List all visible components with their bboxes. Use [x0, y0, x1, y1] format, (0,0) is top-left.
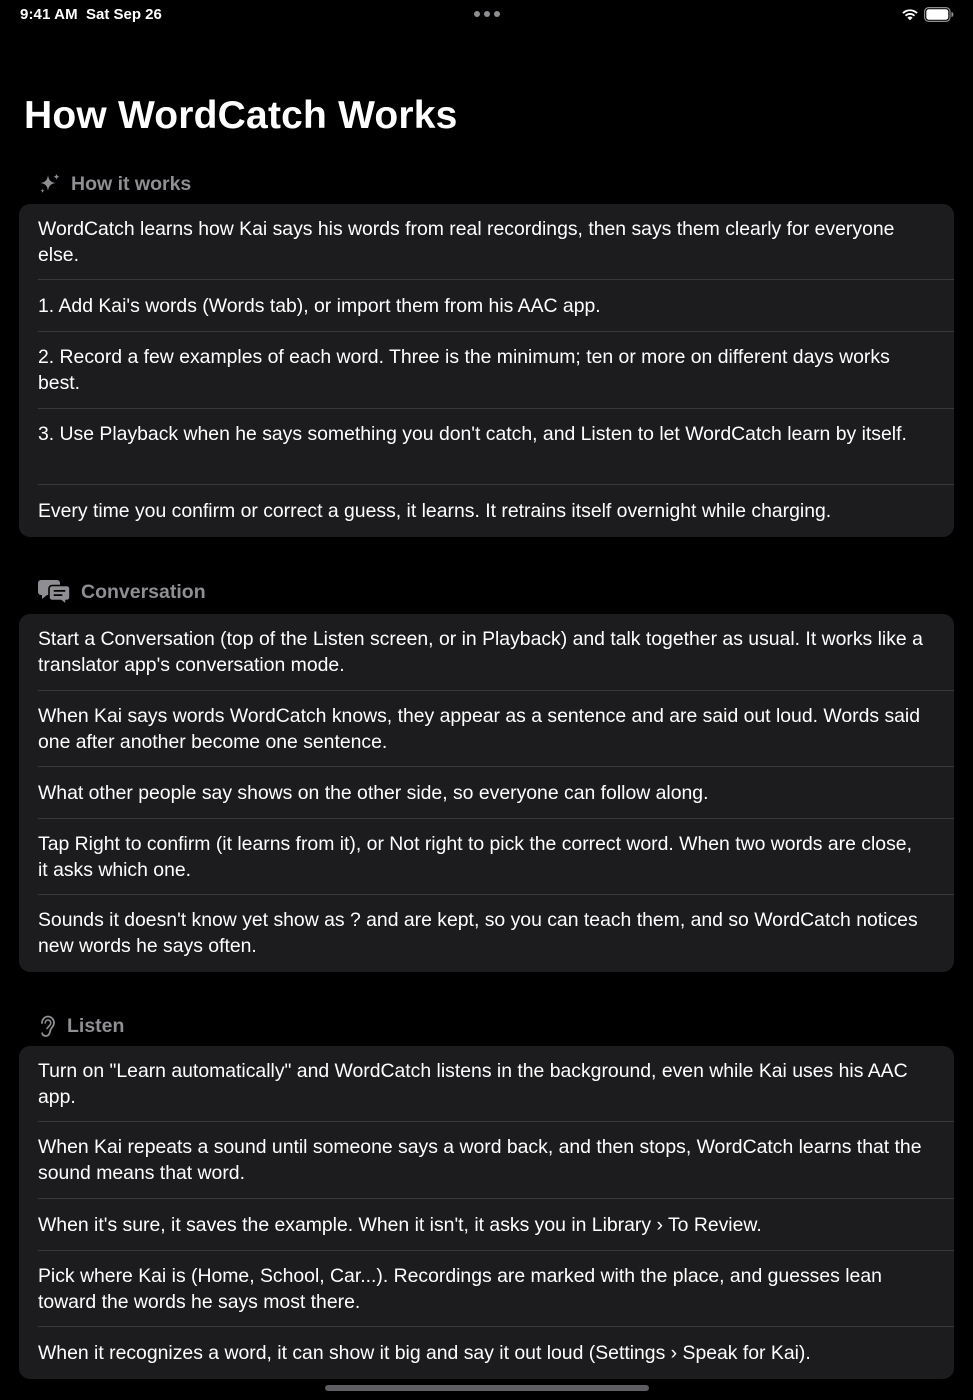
list-item [19, 280, 954, 332]
list-item [19, 1046, 954, 1122]
battery-icon [924, 7, 954, 22]
list-item-text: When Kai says words WordCatch knows, they appear as a sentence and are said out loud. Words said one after another become one sentence. [38, 705, 921, 753]
multitasking-menu-icon[interactable] [474, 11, 500, 17]
list-item-text: Pick where Kai is (Home, School, Car...). Recordings are marked with the place, and guesses lean toward the words he says most there. [38, 1265, 882, 1313]
status-time: 9:41 AM [20, 6, 78, 23]
list-item [19, 1327, 954, 1379]
conversation-card [19, 614, 954, 972]
list-item-text: Turn on "Learn automatically" and WordCatch listens in the background, even while Kai uses his AAC app. [38, 1060, 908, 1108]
list-item-text: Tap Right to confirm (it learns from it), or Not right to pick the correct word. When two words are close, it asks which one. [38, 833, 912, 881]
list-item-text: Sounds it doesn't know yet show as ? and are kept, so you can teach them, and so WordCatch notices new words he says often. [38, 909, 918, 957]
status-bar [0, 0, 973, 28]
list-item [19, 614, 954, 691]
list-item-text: When it recognizes a word, it can show it big and say it out loud (Settings › Speak for Kai). [38, 1342, 811, 1364]
list-item [19, 1199, 954, 1251]
status-date: Sat Sep 26 [86, 6, 162, 23]
section-header-conversation [38, 578, 206, 606]
section-header-listen [38, 1012, 124, 1040]
how-it-works-card [19, 204, 954, 537]
list-item-text: 3. Use Playback when he says something you don't catch, and Listen to let WordCatch learn by itself. [38, 423, 907, 445]
sparkles-icon [38, 172, 62, 196]
home-indicator[interactable] [325, 1385, 649, 1391]
list-item [19, 819, 954, 895]
list-item [19, 204, 954, 280]
list-item [19, 332, 954, 409]
list-item [19, 1251, 954, 1327]
list-item [19, 1122, 954, 1199]
conversation-bubbles-icon [38, 579, 72, 605]
page-title: How WordCatch Works [24, 94, 458, 137]
listen-card [19, 1046, 954, 1379]
list-item [19, 409, 954, 485]
list-item-text: Every time you confirm or correct a guess, it learns. It retrains itself overnight while charging. [38, 500, 832, 522]
ear-icon [38, 1014, 58, 1038]
list-item [19, 691, 954, 767]
list-item-text: WordCatch learns how Kai says his words from real recordings, then says them clearly for everyone else. [38, 218, 895, 266]
section-header-label: How it works [71, 172, 192, 195]
wifi-icon [901, 7, 919, 21]
list-item-text: 1. Add Kai's words (Words tab), or import them from his AAC app. [38, 295, 601, 317]
list-item [19, 485, 954, 537]
list-item [19, 895, 954, 972]
list-item-text: What other people say shows on the other side, so everyone can follow along. [38, 782, 709, 804]
list-item [19, 767, 954, 819]
section-header-how-it-works [38, 170, 191, 198]
list-item-text: When it's sure, it saves the example. When it isn't, it asks you in Library › To Review. [38, 1214, 762, 1236]
list-item-text: Start a Conversation (top of the Listen screen, or in Playback) and talk together as usual. It works like a translator app's conversation mode. [38, 628, 923, 676]
list-item-text: When Kai repeats a sound until someone says a word back, and then stops, WordCatch learns that the sound means that word. [38, 1136, 922, 1184]
section-header-label: Listen [67, 1014, 125, 1037]
section-header-label: Conversation [81, 580, 206, 603]
list-item-text: 2. Record a few examples of each word. Three is the minimum; ten or more on different days works best. [38, 346, 890, 394]
